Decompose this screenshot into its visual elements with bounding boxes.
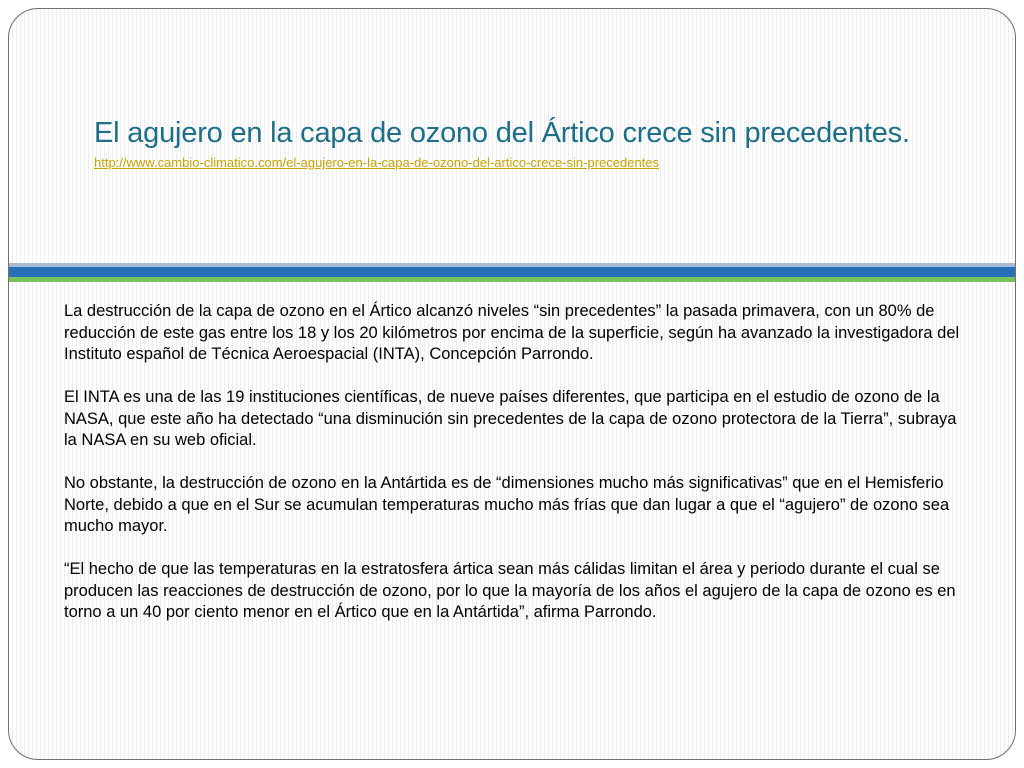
slide-title: El agujero en la capa de ozono del Ártico crece sin precedentes.	[94, 117, 910, 149]
body-text	[64, 301, 969, 645]
paragraph-2: El INTA es una de las 19 instituciones científicas, de nueve países diferentes, que participa en el estudio de ozono de la NASA, que este año ha detectado “una disminución sin precedentes de la capa de ozono protectora de la Tierra”, subraya la NASA en su web oficial.	[64, 388, 957, 449]
divider-band-green	[9, 277, 1016, 282]
paragraph-1: La destrucción de la capa de ozono en el Ártico alcanzó niveles “sin precedentes” la pasada primavera, con un 80% de reducción de este gas entre los 18 y los 20 kilómetros por encima de la superficie, según ha avanzado la investigadora del Instituto español de Técnica Aeroespacial (INTA), Concepción Parrondo.	[64, 302, 960, 363]
slide-frame	[8, 8, 1016, 760]
source-link[interactable]: http://www.cambio-climatico.com/el-agujero-en-la-capa-de-ozono-del-artico-crece-sin-precedentes	[94, 155, 660, 170]
title-block	[94, 113, 954, 172]
paragraph-4: “El hecho de que las temperaturas en la estratosfera ártica sean más cálidas limitan el área y periodo durante el cual se producen las reacciones de destrucción de ozono, por lo que la mayoría de los años el agujero de la capa de ozono es en torno a un 40 por ciento menor en el Ártico que en la Antártida”, afirma Parrondo.	[64, 560, 956, 621]
paragraph-3: No obstante, la destrucción de ozono en la Antártida es de “dimensiones mucho más significativas” que en el Hemisferio Norte, debido a que en el Sur se acumulan temperaturas mucho más frías que dan lugar a que el “agujero” de ozono sea mucho mayor.	[64, 474, 950, 535]
divider-band-blue	[9, 267, 1016, 277]
